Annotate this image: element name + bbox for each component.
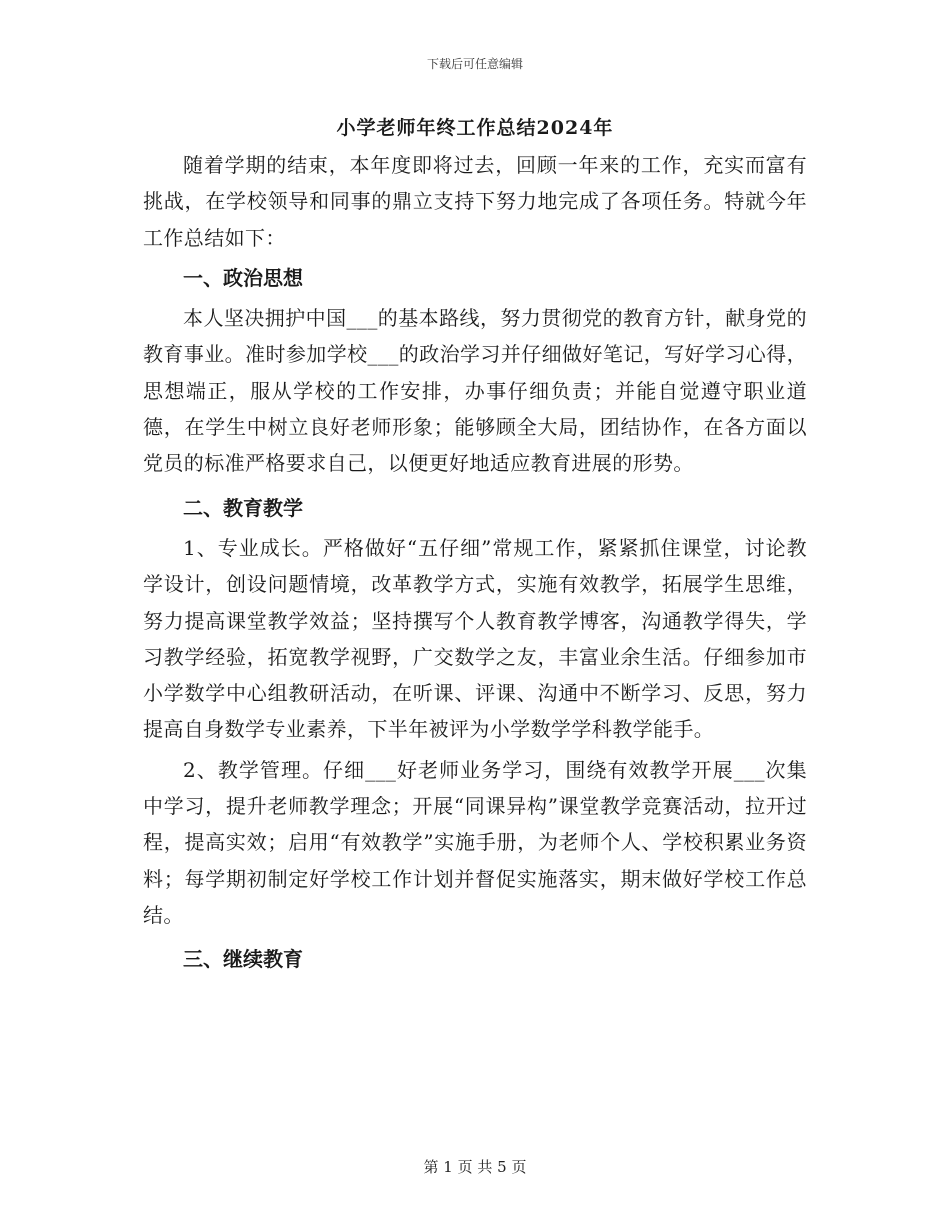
politics-paragraph: 本人坚决拥护中国___的基本路线，努力贯彻党的教育方针，献身党的教育事业。准时参加学校___的政治学习并仔细做好笔记，写好学习心得，思想端正，服从学校的工作安排，办事仔细负责；并能自觉遵守职业道德，在学生中树立良好老师形象；能够顾全大局，团结协作，在各方面以党员的标准严格要求自己，以便更好地适应教育进展的形势。	[143, 306, 807, 476]
professional-growth-paragraph: 1、专业成长。严格做好“五仔细”常规工作，紧紧抓住课堂，讨论教学设计，创设问题情境，改革教学方式，实施有效教学，拓展学生思维，努力提高课堂教学效益；坚持撰写个人教育教学博客，沟通教学得失，学习教学经验，拓宽教学视野，广交数学之友，丰富业余生活。仔细参加市小学数学中心组教研活动，在听课、评课、沟通中不断学习、反思，努力提高自身数学专业素养，下半年被评为小学数学学科教学能手。	[143, 535, 807, 742]
section-heading-continuing-education: 三、继续教育	[183, 947, 303, 972]
intro-paragraph: 随着学期的结束，本年度即将过去，回顾一年来的工作，充实而富有挑战，在学校领导和同事的鼎立支持下努力地完成了各项任务。特就今年工作总结如下：	[143, 153, 807, 250]
document-title: 小学老师年终工作总结2024年	[336, 117, 614, 139]
section-heading-teaching: 二、教育教学	[183, 495, 303, 520]
section-heading-politics: 一、政治思想	[183, 265, 303, 290]
teaching-management-paragraph: 2、教学管理。仔细___好老师业务学习，围绕有效教学开展___次集中学习，提升老师教学理念；开展“同课异构”课堂教学竞赛活动，拉开过程，提高实效；启用“有效教学”实施手册，为老师个人、学校积累业务资料；每学期初制定好学校工作计划并督促实施落实，期末做好学校工作总结。	[143, 757, 807, 927]
document-body	[143, 147, 807, 978]
page-number: 第 1 页 共 5 页	[423, 1158, 527, 1176]
header-note: 下载后可任意编辑	[426, 57, 523, 71]
